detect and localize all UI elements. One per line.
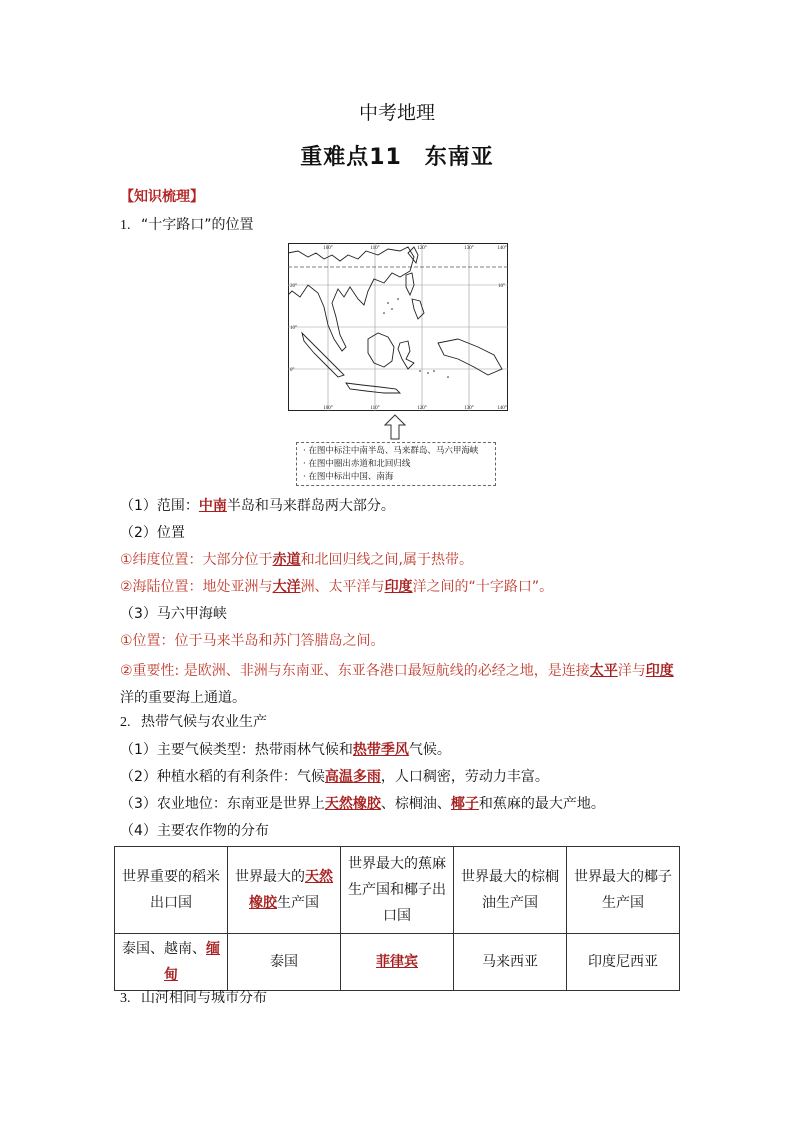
table-row xyxy=(115,934,680,991)
lat-label: 0° xyxy=(290,368,295,373)
answer-blank: 热带季风 xyxy=(352,742,409,758)
line-text: ，人口稠密，劳动力丰富。 xyxy=(380,769,549,785)
item2-title: 热带气候与农业生产 xyxy=(140,714,267,730)
table-cell: 泰国 xyxy=(228,934,341,991)
scope-line xyxy=(120,496,395,516)
cell-text: 世界最大的 xyxy=(235,869,305,885)
table-header-row xyxy=(115,847,680,934)
lat-label: 10° xyxy=(498,284,505,289)
strait-location-line: ①位置：位于马来半岛和苏门答腊岛之间。 xyxy=(120,633,385,649)
table-cell xyxy=(115,847,228,934)
latitude-position-line xyxy=(120,550,473,570)
bottom-lon-label: 100° xyxy=(323,406,333,411)
climate-line xyxy=(120,740,451,760)
agriculture-status-line xyxy=(120,794,605,814)
bottom-lon-label: 130° xyxy=(464,406,474,411)
bottom-lon-label: 120° xyxy=(417,406,427,411)
page-title: 重难点11 东南亚 xyxy=(300,145,494,170)
sea-land-position-line xyxy=(120,577,553,597)
line-text: 洋与 xyxy=(617,663,646,679)
cell-text: 生产国 xyxy=(277,895,319,911)
answer-blank: 菲律宾 xyxy=(376,954,418,970)
item1-title: “十字路口”的位置 xyxy=(140,217,254,233)
top-lon-label: 100° xyxy=(323,246,333,251)
crops-table xyxy=(114,846,680,991)
cell-text: 世界最大的棕榈油生产国 xyxy=(461,869,559,911)
answer-blank: 高温多雨 xyxy=(324,769,381,785)
answer-blank: 赤道 xyxy=(272,552,301,568)
strait-importance-paragraph xyxy=(120,658,680,712)
line-text: 和蕉麻的最大产地。 xyxy=(478,796,605,812)
answer-blank: 中南 xyxy=(198,498,227,514)
line-text: 洲、太平洋与 xyxy=(300,579,385,595)
map-note: · 在图中标注中南半岛、马来群岛、马六甲海峡 xyxy=(303,446,479,456)
answer-blank: 天然橡胶 xyxy=(249,869,333,911)
answer-blank: 天然橡胶 xyxy=(324,796,381,812)
table-cell xyxy=(454,847,567,934)
answer-blank: 印度 xyxy=(384,579,413,595)
bottom-lon-label: 110° xyxy=(370,406,380,411)
map-note: · 在图中标出中国、南海 xyxy=(303,472,394,482)
cell-text: 泰国、越南、 xyxy=(122,941,206,957)
southeast-asia-map xyxy=(288,243,508,411)
cell-text: 世界最大的椰子生产国 xyxy=(574,869,672,911)
line-text: 气候。 xyxy=(408,742,451,758)
cell-text: 世界最大的蕉麻生产国和椰子出口国 xyxy=(348,856,446,924)
table-cell xyxy=(341,847,454,934)
line-text: 和北回归线之间,属于热带。 xyxy=(300,552,474,568)
map-note: · 在图中圈出赤道和北回归线 xyxy=(303,459,411,469)
position-heading: （2）位置 xyxy=(120,525,185,541)
line-text: 洋之间的“十字路口”。 xyxy=(412,579,554,595)
top-lon-label: 110° xyxy=(370,246,380,251)
up-arrow-icon xyxy=(384,414,406,440)
rice-conditions-line xyxy=(120,767,549,787)
table-cell xyxy=(115,934,228,991)
cell-text: 世界重要的稻米出口国 xyxy=(122,869,220,911)
answer-blank: 大洋 xyxy=(272,579,301,595)
table-cell xyxy=(567,847,680,934)
lat-label: 10° xyxy=(290,326,297,331)
top-lon-label: 130° xyxy=(464,246,474,251)
item1-number: 1. xyxy=(120,218,131,233)
item3-title: 山河相间与城市分布 xyxy=(140,990,267,1006)
crops-heading: （4）主要农作物的分布 xyxy=(120,823,269,839)
table-cell xyxy=(228,847,341,934)
table-cell xyxy=(341,934,454,991)
line-text: 洋的重要海上通道。 xyxy=(120,690,246,706)
answer-blank: 缅甸 xyxy=(164,941,220,983)
line-text: （2）种植水稻的有利条件：气候 xyxy=(120,769,325,785)
strait-heading: （3）马六甲海峡 xyxy=(120,606,227,622)
line-text: ①纬度位置：大部分位于 xyxy=(120,552,273,568)
item1-heading xyxy=(120,215,253,236)
line-text: （1）主要气候类型：热带雨林气候和 xyxy=(120,742,353,758)
subject-heading: 中考地理 xyxy=(358,102,435,124)
table-cell: 印度尼西亚 xyxy=(567,934,680,991)
answer-blank: 太平 xyxy=(589,663,618,679)
item2-number: 2. xyxy=(120,715,131,730)
bottom-lon-label: 140° xyxy=(497,406,507,411)
line-text: 、棕榈油、 xyxy=(380,796,451,812)
top-lon-label: 120° xyxy=(417,246,427,251)
item3-number: 3. xyxy=(120,991,131,1006)
answer-blank: 椰子 xyxy=(450,796,479,812)
section-heading: 【知识梳理】 xyxy=(120,189,204,205)
line-text: ②重要性: 是欧洲、非洲与东南亚、东亚各港口最短航线的必经之地，是连接 xyxy=(120,663,590,679)
item2-heading xyxy=(120,712,267,733)
lat-label: 20° xyxy=(290,284,297,289)
scope-text: 半岛和马来群岛两大部分。 xyxy=(226,498,395,514)
table-cell: 马来西亚 xyxy=(454,934,567,991)
scope-text: （1）范围： xyxy=(120,498,199,514)
answer-blank: 印度 xyxy=(645,663,674,679)
map-instructions-box xyxy=(296,442,496,486)
item3-heading xyxy=(120,988,267,1009)
top-lon-label: 140° xyxy=(497,246,507,251)
line-text: ②海陆位置：地处亚洲与 xyxy=(120,579,273,595)
line-text: （3）农业地位：东南亚是世界上 xyxy=(120,796,325,812)
